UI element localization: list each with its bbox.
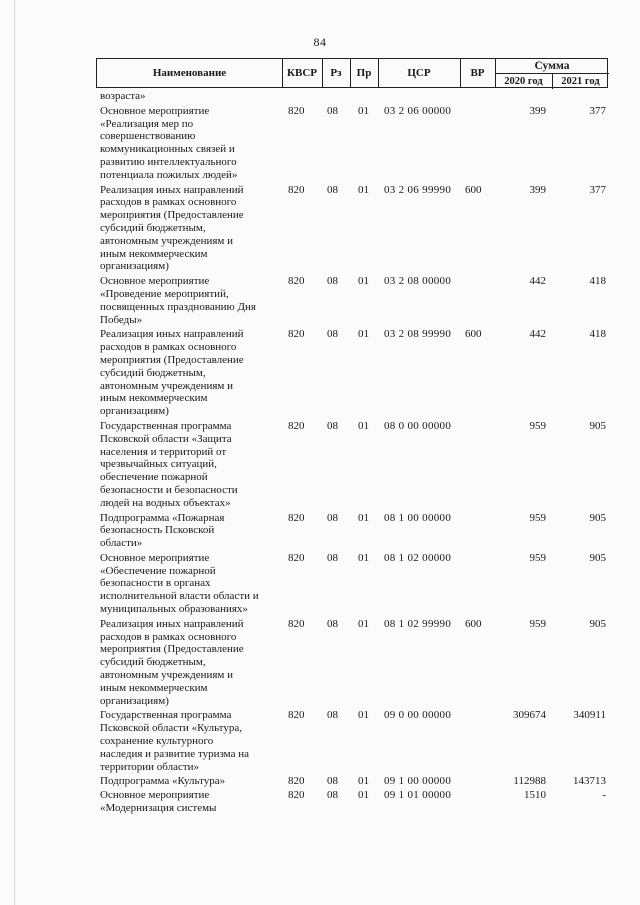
cell-kvsr: 820 [288, 328, 305, 341]
row-name-line: Подпрограмма «Пожарная [100, 511, 225, 524]
cell-rz: 08 [327, 104, 338, 117]
cell-vr: 600 [465, 183, 482, 196]
cell-s2020: 1510 [524, 789, 546, 802]
row-name [100, 709, 282, 773]
row-name-line: Реализация иных направлений [100, 328, 244, 341]
table-row [0, 775, 640, 788]
row-name-line: «Модернизация системы [100, 802, 217, 815]
row-name [100, 512, 282, 550]
row-name-line: муниципальных образованиях» [100, 603, 248, 616]
cell-s2021: 340911 [573, 709, 606, 722]
row-name-line: Псковской области «Культура, [100, 722, 242, 735]
table-row [0, 618, 640, 708]
row-name-line: субсидий бюджетным, [100, 366, 206, 379]
cell-s2021: 905 [589, 419, 606, 432]
cell-pr: 01 [358, 104, 369, 117]
cell-kvsr: 820 [288, 551, 305, 564]
row-name-line: расходов в рамках основного [100, 341, 237, 354]
row-name [100, 775, 282, 788]
cell-s2020: 399 [529, 104, 546, 117]
row-name-line: иным некоммерческим [100, 681, 208, 694]
row-name-line: коммуникационных связей и [100, 143, 235, 156]
table-row [0, 512, 640, 550]
cell-csr: 08 1 02 00000 [384, 551, 452, 564]
cell-s2020: 399 [529, 183, 546, 196]
cell-csr: 03 2 06 99990 [384, 183, 452, 196]
row-name-line: автономным учреждениям и [100, 379, 234, 392]
cell-pr: 01 [358, 551, 369, 564]
cell-kvsr: 820 [288, 511, 305, 524]
table-row [0, 709, 640, 773]
row-name-line: Псковской области «Защита [100, 432, 232, 445]
row-name-line: Основное мероприятие [100, 551, 210, 564]
row-name-line: организациям) [100, 405, 169, 418]
cell-csr: 03 2 08 00000 [384, 275, 452, 288]
cell-rz: 08 [327, 275, 338, 288]
cell-pr: 01 [358, 789, 369, 802]
cell-kvsr: 820 [288, 789, 305, 802]
row-name-line: расходов в рамках основного [100, 196, 237, 209]
cell-s2021: 377 [589, 104, 606, 117]
row-name-line: Основное мероприятие [100, 789, 210, 802]
cell-s2020: 442 [529, 275, 546, 288]
header-year-2020: 2020 год [504, 75, 543, 87]
cell-s2021: 418 [589, 328, 606, 341]
cell-csr: 03 2 08 99990 [384, 328, 452, 341]
cell-csr: 08 1 02 99990 [384, 617, 452, 630]
row-name-line: организациям) [100, 694, 169, 707]
row-name-line: чрезвычайных ситуаций, [100, 458, 217, 471]
header-year-2021: 2021 год [561, 75, 600, 87]
cell-csr: 08 0 00 00000 [384, 419, 452, 432]
cell-rz: 08 [327, 775, 338, 788]
row-name-line: безопасности и безопасности [100, 483, 238, 496]
cell-csr: 09 0 00 00000 [384, 709, 452, 722]
row-name-line: потенциала пожилых людей» [100, 168, 238, 181]
cell-csr: 08 1 00 00000 [384, 511, 452, 524]
row-name-line: Государственная программа [100, 419, 232, 432]
cell-csr: 09 1 00 00000 [384, 775, 452, 788]
cell-s2021: 377 [589, 183, 606, 196]
cell-rz: 08 [327, 511, 338, 524]
table-row [0, 789, 640, 815]
cell-pr: 01 [358, 183, 369, 196]
table-header [96, 58, 608, 88]
row-name-line: субсидий бюджетным, [100, 221, 206, 234]
cell-rz: 08 [327, 419, 338, 432]
row-name-line: Реализация иных направлений [100, 183, 244, 196]
cell-s2021: 905 [589, 551, 606, 564]
row-name-line: исполнительной власти области и [100, 590, 259, 603]
cell-s2020: 442 [529, 328, 546, 341]
cell-pr: 01 [358, 617, 369, 630]
cell-rz: 08 [327, 183, 338, 196]
cell-s2020: 309674 [513, 709, 546, 722]
cell-kvsr: 820 [288, 275, 305, 288]
row-name [100, 184, 282, 274]
cell-rz: 08 [327, 789, 338, 802]
cell-pr: 01 [358, 775, 369, 788]
cell-vr: 600 [465, 328, 482, 341]
row-name-line: Подпрограмма «Культура» [100, 775, 226, 788]
row-name [100, 90, 282, 103]
cell-s2020: 959 [529, 617, 546, 630]
cell-s2020: 959 [529, 551, 546, 564]
cell-pr: 01 [358, 275, 369, 288]
row-name-line: мероприятия (Предоставление [100, 209, 244, 222]
row-name-line: «Реализация мер по [100, 117, 194, 130]
header-pr: Пр [356, 67, 372, 79]
row-name-line: организациям) [100, 260, 169, 273]
cell-vr: 600 [465, 617, 482, 630]
cell-rz: 08 [327, 328, 338, 341]
cell-kvsr: 820 [288, 419, 305, 432]
cell-kvsr: 820 [288, 709, 305, 722]
table-row [0, 105, 640, 182]
table-row [0, 328, 640, 418]
table-row [0, 90, 640, 103]
cell-rz: 08 [327, 551, 338, 564]
row-name-line: совершенствованию [100, 130, 196, 143]
cell-rz: 08 [327, 709, 338, 722]
cell-kvsr: 820 [288, 775, 305, 788]
row-name-line: Реализация иных направлений [100, 617, 244, 630]
cell-s2020: 112988 [513, 775, 546, 788]
row-name-line: обеспечение пожарной [100, 471, 208, 484]
header-rz: Рз [330, 67, 342, 79]
cell-pr: 01 [358, 511, 369, 524]
cell-pr: 01 [358, 709, 369, 722]
row-name [100, 275, 282, 326]
row-name-line: Основное мероприятие [100, 275, 210, 288]
row-name-line: населения и территорий от [100, 445, 227, 458]
cell-s2020: 959 [529, 511, 546, 524]
row-name-line: возраста» [100, 90, 146, 102]
row-name-line: наследия и развитие туризма на [100, 747, 249, 760]
cell-pr: 01 [358, 328, 369, 341]
header-name: Наименование [152, 67, 227, 79]
cell-csr: 09 1 01 00000 [384, 789, 452, 802]
row-name-line: территории области» [100, 760, 200, 773]
row-name [100, 789, 282, 815]
row-name [100, 618, 282, 708]
row-name-line: «Проведение мероприятий, [100, 287, 229, 300]
cell-csr: 03 2 06 00000 [384, 104, 452, 117]
row-name-line: автономным учреждениям и [100, 669, 234, 682]
row-name-line: людей на водных объектах» [100, 496, 231, 509]
row-name-line: посвященных празднованию Дня [100, 300, 256, 313]
row-name-line: области» [100, 537, 143, 550]
cell-kvsr: 820 [288, 104, 305, 117]
row-name [100, 552, 282, 616]
header-sum: Сумма [534, 60, 570, 72]
row-name-line: развитию интеллектуального [100, 155, 237, 168]
row-name-line: безопасность Псковской [100, 524, 215, 537]
cell-pr: 01 [358, 419, 369, 432]
header-vr: ВР [470, 67, 485, 79]
cell-s2021: 143713 [573, 775, 606, 788]
row-name-line: мероприятия (Предоставление [100, 353, 244, 366]
table-row [0, 420, 640, 510]
row-name-line: Основное мероприятие [100, 104, 210, 117]
row-name [100, 420, 282, 510]
row-name-line: Победы» [100, 313, 143, 326]
row-name-line: Государственная программа [100, 709, 232, 722]
cell-s2021: 905 [589, 511, 606, 524]
row-name [100, 105, 282, 182]
table-row [0, 275, 640, 326]
header-kvsr: КВСР [287, 67, 317, 79]
row-name-line: автономным учреждениям и [100, 234, 234, 247]
row-name [100, 328, 282, 418]
row-name-line: субсидий бюджетным, [100, 656, 206, 669]
table-row [0, 552, 640, 616]
row-name-line: безопасности в органах [100, 577, 211, 590]
row-name-line: иным некоммерческим [100, 247, 208, 260]
budget-table-body [0, 90, 640, 815]
table-row [0, 184, 640, 274]
cell-rz: 08 [327, 617, 338, 630]
cell-s2020: 959 [529, 419, 546, 432]
row-name-line: «Обеспечение пожарной [100, 564, 216, 577]
cell-s2021: 418 [589, 275, 606, 288]
cell-s2021: - [602, 789, 606, 802]
cell-kvsr: 820 [288, 617, 305, 630]
page-number: 84 [313, 35, 327, 49]
cell-s2021: 905 [589, 617, 606, 630]
row-name-line: мероприятия (Предоставление [100, 643, 244, 656]
header-csr: ЦСР [407, 67, 431, 79]
row-name-line: сохранение культурного [100, 735, 214, 748]
cell-kvsr: 820 [288, 183, 305, 196]
row-name-line: иным некоммерческим [100, 392, 208, 405]
row-name-line: расходов в рамках основного [100, 630, 237, 643]
